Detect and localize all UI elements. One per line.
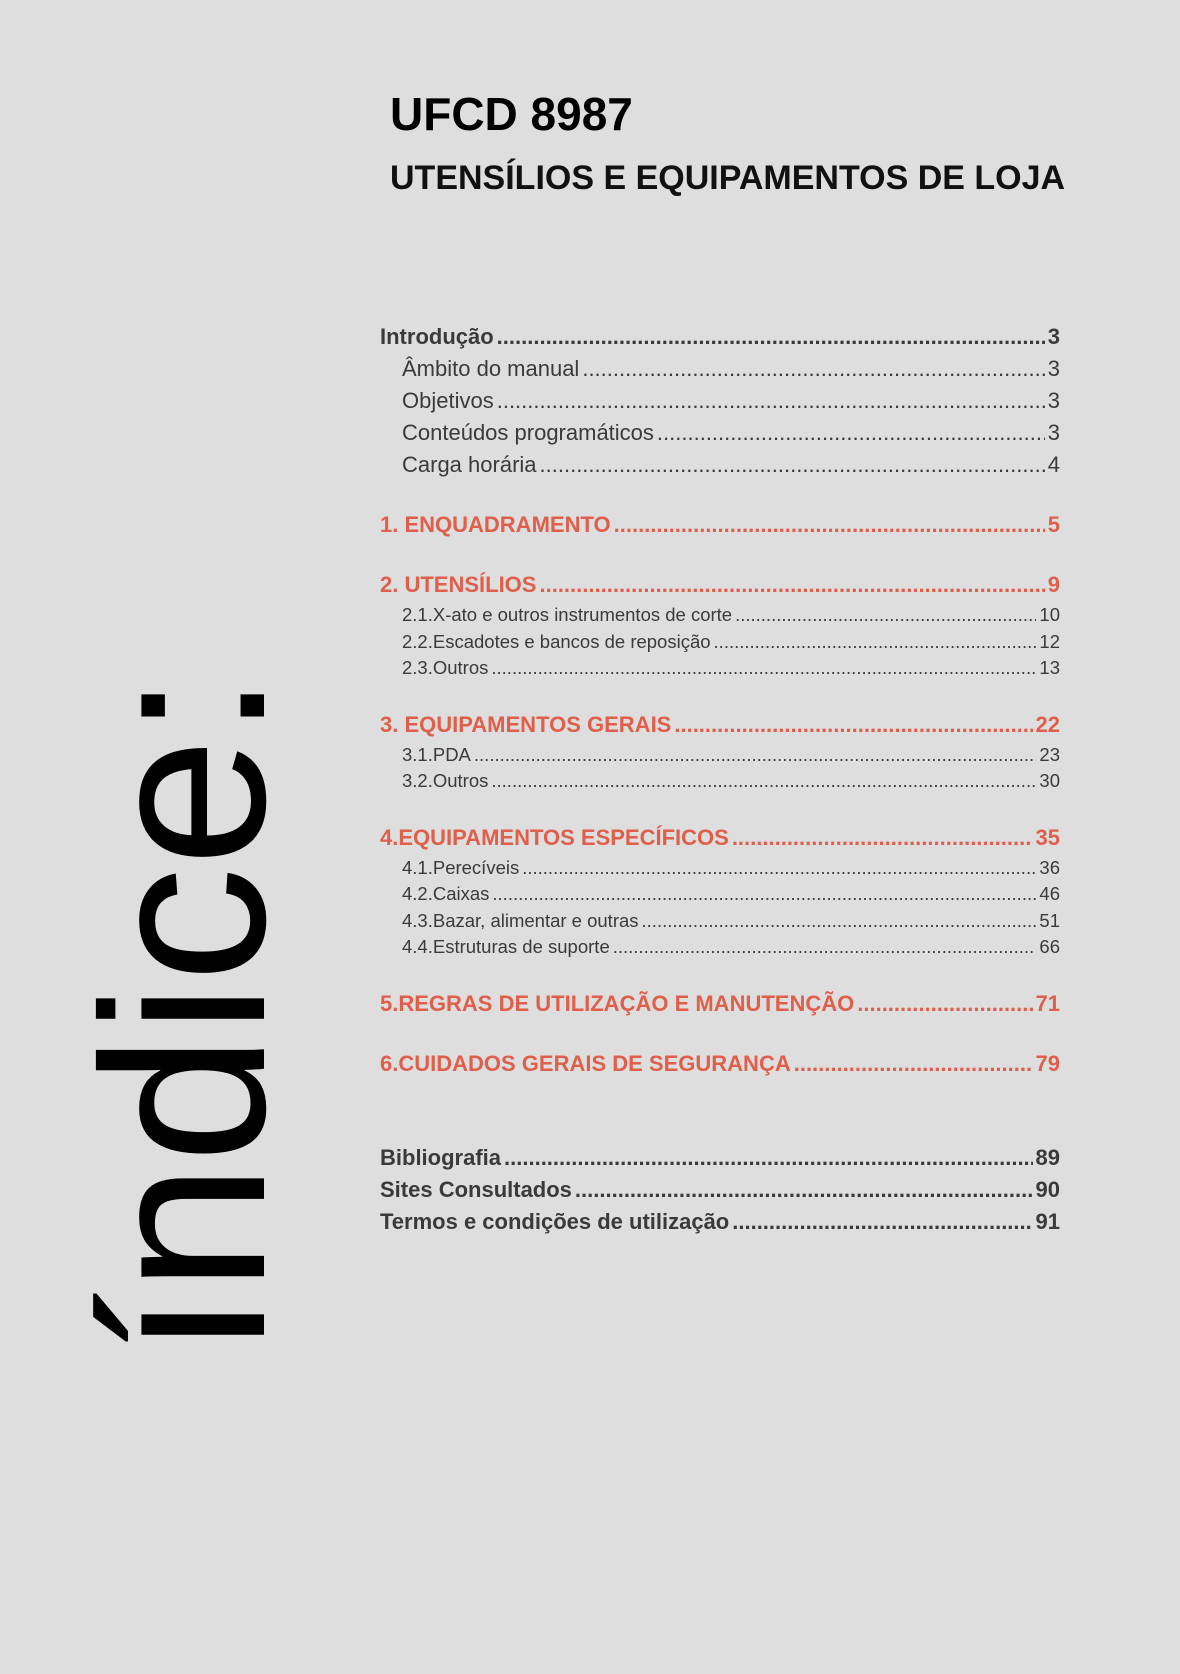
toc-entry-sites[interactable]: Sites Consultados ..... 90 [380, 1177, 1060, 1209]
toc-chapter-3[interactable]: 3. EQUIPAMENTOS GERAIS ..... 22 [380, 712, 1060, 744]
toc-section-4-3[interactable]: 4.3.Bazar, alimentar e outras ..... 51 [380, 910, 1060, 937]
toc-section-3-2[interactable]: 3.2.Outros ..... 30 [380, 770, 1060, 797]
toc-section-4-2[interactable]: 4.2.Caixas ..... 46 [380, 883, 1060, 910]
course-title: UTENSÍLIOS E EQUIPAMENTOS DE LOJA [390, 158, 1066, 197]
toc-chapter-4[interactable]: 4.EQUIPAMENTOS ESPECÍFICOS ..... 35 [380, 825, 1060, 857]
toc-entry-introducao[interactable]: Introdução ..... 3 [380, 324, 1060, 356]
toc-entry-termos[interactable]: Termos e condições de utilização ..... 91 [380, 1209, 1060, 1241]
toc-entry-conteudos[interactable]: Conteúdos programáticos ..... 3 [380, 420, 1060, 452]
toc-chapter-1[interactable]: 1. ENQUADRAMENTO ..... 5 [380, 512, 1060, 544]
table-of-contents [380, 324, 1060, 1241]
toc-entry-carga-horaria[interactable]: Carga horária ..... 4 [380, 452, 1060, 484]
toc-section-2-1[interactable]: 2.1.X-ato e outros instrumentos de corte ..... 10 [380, 604, 1060, 631]
toc-section-2-3[interactable]: 2.3.Outros ..... 13 [380, 657, 1060, 684]
toc-section-4-4[interactable]: 4.4.Estruturas de suporte ..... 66 [380, 936, 1060, 963]
index-side-title: índice: [55, 673, 314, 1357]
toc-section-3-1[interactable]: 3.1.PDA ..... 23 [380, 744, 1060, 771]
toc-chapter-6[interactable]: 6.CUIDADOS GERAIS DE SEGURANÇA ..... 79 [380, 1051, 1060, 1083]
toc-entry-bibliografia[interactable]: Bibliografia ..... 89 [380, 1145, 1060, 1177]
course-code: UFCD 8987 [390, 88, 633, 140]
toc-entry-objetivos[interactable]: Objetivos ..... 3 [380, 388, 1060, 420]
toc-entry-ambito[interactable]: Âmbito do manual ..... 3 [380, 356, 1060, 388]
toc-section-2-2[interactable]: 2.2.Escadotes e bancos de reposição ..... 12 [380, 631, 1060, 658]
toc-chapter-2[interactable]: 2. UTENSÍLIOS ..... 9 [380, 572, 1060, 604]
toc-section-4-1[interactable]: 4.1.Perecíveis ..... 36 [380, 857, 1060, 884]
toc-chapter-5[interactable]: 5.REGRAS DE UTILIZAÇÃO E MANUTENÇÃO ..... 71 [380, 991, 1060, 1023]
document-header [390, 88, 1065, 198]
